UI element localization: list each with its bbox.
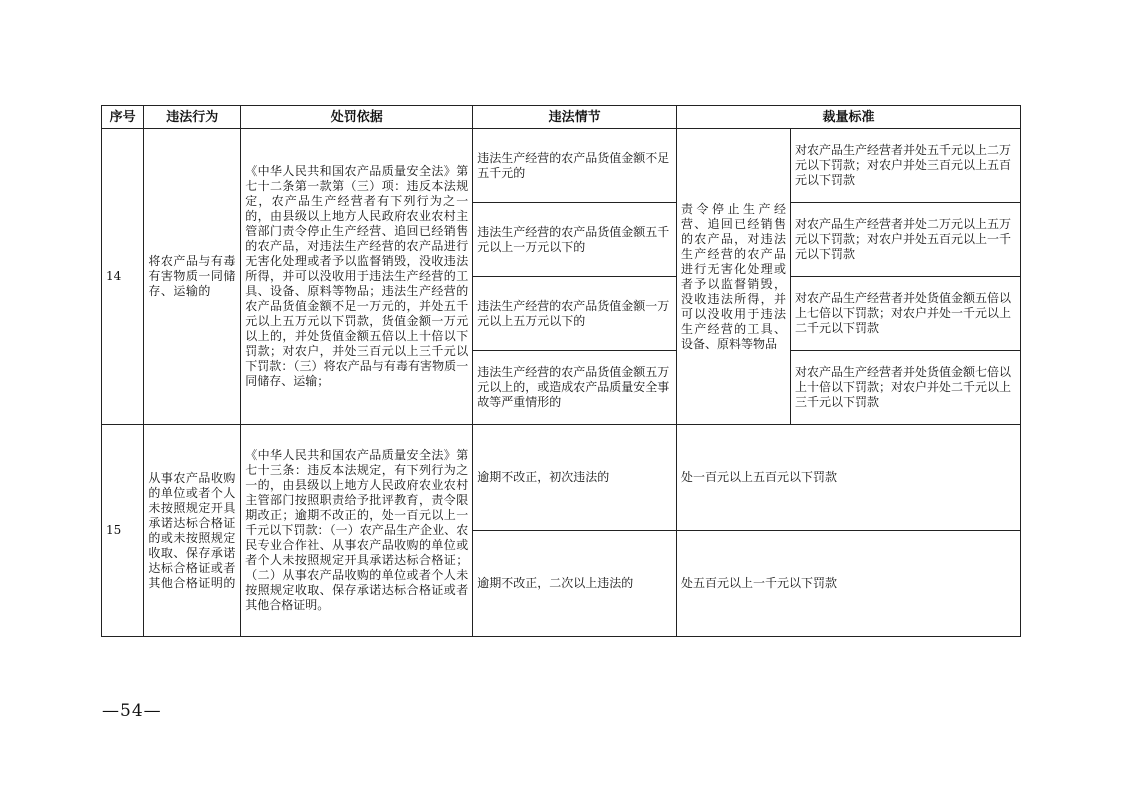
row-14-penalty-basis: 《中华人民共和国农产品质量安全法》第七十二条第一款第（三）项：违反本法规定，农产品生产经营者有下列行为之一的，由县级以上地方人民政府农业农村主管部门责令停止生产经营、追回已经销售的农产品，对违法生产经营的农产品进行无害化处理或者予以监督销毁，没收违法所得，并可以没收用于违法生产经营的工具、设备、原料等物品；违法生产经营的农产品货值金额不足一万元的，并处五千元以上五万元以下罚款，货值金额一万元以上的，并处货值金额五倍以上十倍以下罚款；对农户，并处三百元以上三千元以下罚款：（三）将农产品与有毒有害物质一同储存、运输； bbox=[241, 129, 473, 425]
header-circumstances: 违法情节 bbox=[473, 106, 677, 129]
row-14-common-measures: 责令停止生产经营、追回已经销售的农产品，对违法生产经营的农产品进行无害化处理或者予以监督销毁，没收违法所得，并可以没收用于违法生产经营的工具、设备、原料等物品 bbox=[676, 129, 790, 425]
header-seq: 序号 bbox=[102, 106, 144, 129]
row-14-circumstance-2: 违法生产经营的农产品货值金额五千元以上一万元以下的 bbox=[473, 203, 677, 277]
row-15-circumstance-2: 逾期不改正，二次以上违法的 bbox=[473, 531, 677, 637]
row-14-circumstance-1: 违法生产经营的农产品货值金额不足五千元的 bbox=[473, 129, 677, 203]
header-penalty-basis: 处罚依据 bbox=[241, 106, 473, 129]
table-row bbox=[102, 129, 1021, 203]
header-violation: 违法行为 bbox=[144, 106, 241, 129]
row-14-circumstance-3: 违法生产经营的农产品货值金额一万元以上五万元以下的 bbox=[473, 277, 677, 351]
row-14-standard-1: 对农产品生产经营者并处五千元以上二万元以下罚款；对农户并处三百元以上五百元以下罚款 bbox=[790, 129, 1020, 203]
penalty-discretion-table bbox=[101, 105, 1021, 637]
row-14-circumstance-4: 违法生产经营的农产品货值金额五万元以上的，或造成农产品质量安全事故等严重情形的 bbox=[473, 351, 677, 425]
row-14-standard-2: 对农产品生产经营者并处二万元以上五万元以下罚款；对农户并处五百元以上一千元以下罚款 bbox=[790, 203, 1020, 277]
row-15-seq: 15 bbox=[102, 425, 144, 637]
row-14-standard-3: 对农产品生产经营者并处货值金额五倍以上七倍以下罚款；对农户并处一千元以上二千元以下罚款 bbox=[790, 277, 1020, 351]
row-15-violation: 从事农产品收购的单位或者个人未按照规定开具承诺达标合格证的或未按照规定收取、保存承诺达标合格证或者其他合格证明的 bbox=[144, 425, 241, 637]
row-15-circumstance-1: 逾期不改正，初次违法的 bbox=[473, 425, 677, 531]
row-14-standard-4: 对农产品生产经营者并处货值金额七倍以上十倍以下罚款；对农户并处二千元以上三千元以下罚款 bbox=[790, 351, 1020, 425]
row-15-standard-2: 处五百元以上一千元以下罚款 bbox=[676, 531, 1020, 637]
row-14-violation: 将农产品与有毒有害物质一同储存、运输的 bbox=[144, 129, 241, 425]
page-number: —54— bbox=[102, 701, 162, 721]
table-row bbox=[102, 425, 1021, 531]
row-14-seq: 14 bbox=[102, 129, 144, 425]
table-header-row bbox=[102, 106, 1021, 129]
header-discretion-standard: 裁量标准 bbox=[676, 106, 1020, 129]
row-15-penalty-basis: 《中华人民共和国农产品质量安全法》第七十三条：违反本法规定，有下列行为之一的，由县级以上地方人民政府农业农村主管部门按照职责给予批评教育，责令限期改正；逾期不改正的，处一百元以上一千元以下罚款：（一）农产品生产企业、农民专业合作社、从事农产品收购的单位或者个人未按照规定开具承诺达标合格证；（二）从事农产品收购的单位或者个人未按照规定收取、保存承诺达标合格证或者其他合格证明。 bbox=[241, 425, 473, 637]
row-15-standard-1: 处一百元以上五百元以下罚款 bbox=[676, 425, 1020, 531]
